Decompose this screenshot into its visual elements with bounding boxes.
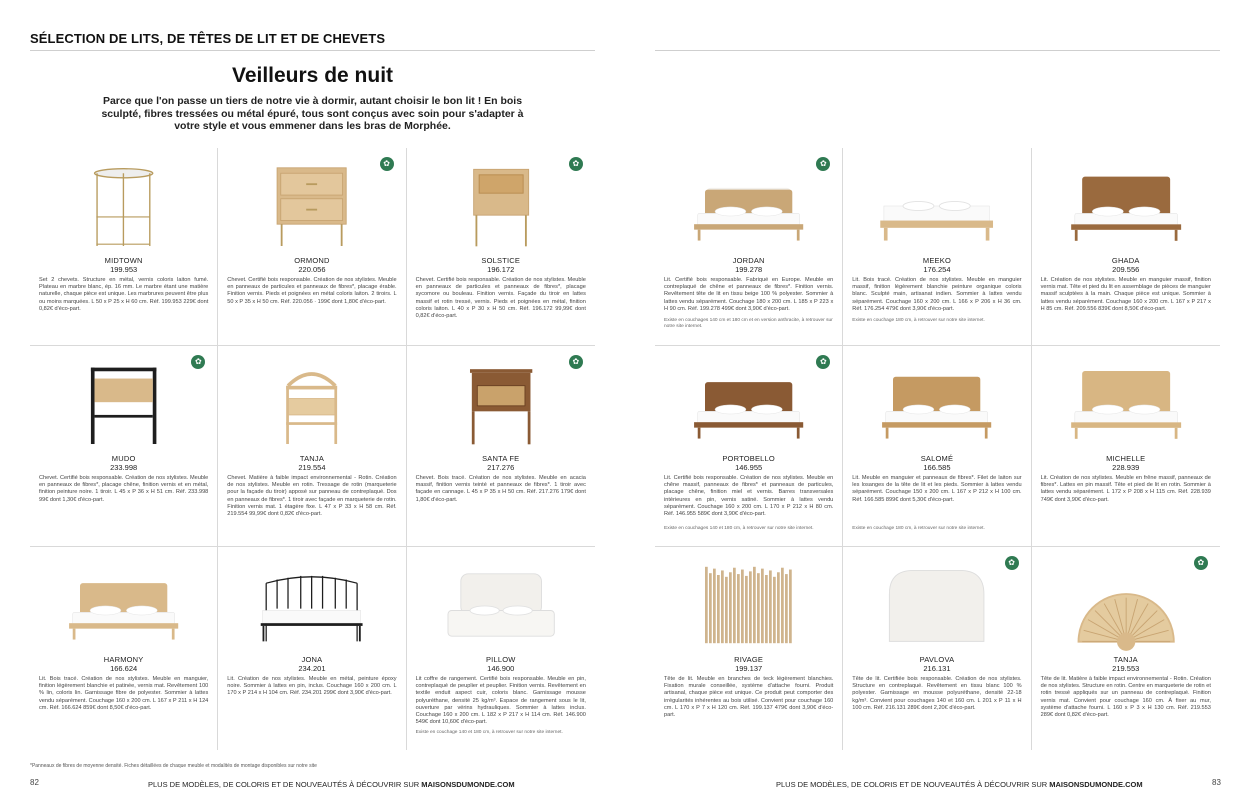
product-description: Lit. Certifié bois responsable. Création de nos stylistes. Meuble en chêne massif, panneaux de fibres* et panneaux de particules, placage chêne, finition miel et vernis. Barres transversales intérieures en pin, vernis satiné. Sommier à lattes vendu séparément. Couchage 160 x 200 cm. L 170 x P 212 x H 80 cm. Réf. 146.955 589€ dont 3,90€ d'éco-part. (664, 475, 834, 518)
page-number: 82 (30, 778, 39, 787)
product-card-ormond[interactable] (218, 148, 406, 346)
product-ref: 228.939 (1112, 463, 1140, 472)
product-image[interactable] (437, 160, 565, 252)
product-image[interactable] (1062, 559, 1190, 651)
product-card-michelle[interactable] (1032, 346, 1220, 547)
product-card-rivage[interactable] (655, 547, 843, 750)
leaf-badge-icon: ✿ (569, 355, 583, 369)
product-card-portobello[interactable] (655, 346, 843, 547)
product-description: Chevet. Matière à faible impact environnemental - Rotin. Création de nos stylistes. Meuble en rotin. Tressage de rotin (marqueterie pour la façade du tiroir) apposé sur panneau de contreplaqué. Dos en panneaux de fibres*. 1 tiroir avec façade en marqueterie de rotin. Finition vernis mat. 1 étagère fixe. L 47 x P 33 x H 58 cm. Réf. 219.554 99,99€ dont 0,82€ d'éco-part. (227, 475, 397, 518)
product-card-pavlova[interactable] (843, 547, 1031, 750)
product-name: SALOMÉ (920, 454, 954, 463)
product-card-jona[interactable] (218, 547, 406, 750)
product-ref: 234.201 (298, 664, 326, 673)
product-image[interactable] (437, 358, 565, 450)
product-description: Tête de lit. Matière à faible impact environnemental - Rotin. Création de nos stylistes. Structure en rotin. Centre en marqueterie de rotin et rotin tressé appliqués sur un panneau de contreplaqué. Finition vernis mat. Convient pour couchage 160 cm. À fixer au mur, système d'attache fourni. L 160 x P 3 x H 130 cm. Réf. 219.553 289€ dont 0,82€ d'éco-part. (1040, 676, 1211, 719)
product-description: Chevet. Certifié bois responsable. Création de nos stylistes. Meuble en panneaux de particules et panneaux de fibres*, placage sycomore ou bouleau. Finition vernis. Façade du tiroir en lattes massif et rotin tressé, vernis. Pieds et poignées en métal, finition coloris laiton. L 40 x P 30 x H 50 cm. Réf. 196.172 99,99€ dont 0,82€ d'éco-part. (415, 277, 586, 320)
leaf-badge-icon: ✿ (569, 157, 583, 171)
product-card-meeko[interactable] (843, 148, 1031, 346)
footnote: *Panneaux de fibres de moyenne densité. Fiches détaillées de chaque meuble et modalités de montage disponibles sur notre site (30, 763, 317, 769)
product-image[interactable] (873, 160, 1000, 252)
product-description: Lit. Meuble en manguier et panneaux de fibres*. Filet de laiton sur les losanges de la tête de lit et les pieds. Sommier à lattes vendu séparément. Couchage 150 x 200 cm. L 167 x P 212 x H 100 cm. Réf. 166.585 899€ dont 5,30€ d'éco-part. (852, 475, 1022, 503)
product-ref: 196.172 (487, 265, 515, 274)
product-ref: 219.553 (1112, 664, 1140, 673)
divider (655, 50, 1220, 51)
product-description: Lit coffre de rangement. Certifié bois responsable. Meuble en pin, contreplaqué de peuplier et peuplier. Finition vernis. Revêtement en textile enduit aspect cuir, coloris blanc. Garnissage mousse polyuréthane, densité 25 kg/m³. Espace de rangement sous le lit, ouverture par vérins hydrauliques. Sommier à lattes inclus. Couchage 160 x 200 cm. L 182 x P 217 x H 114 cm. Réf. 146.900 549€ dont 10,60€ d'éco-part. (415, 676, 586, 726)
intro-text: Parce que l'on passe un tiers de notre vie à dormir, autant choisir le bon lit ! En bois sculpté, fibres tressées ou métal épuré, tous sont conçus avec soin pour s'adapter à votre style et vous emmener dans les bras de Morphée. (101, 95, 524, 132)
product-image[interactable] (60, 358, 187, 450)
product-name: MIDTOWN (104, 256, 143, 265)
footer-text: PLUS DE MODÈLES, DE COLORIS ET DE NOUVEAUTÉS À DÉCOUVRIR SUR (148, 780, 420, 789)
leaf-badge-icon: ✿ (380, 157, 394, 171)
product-ref: 199.137 (735, 664, 763, 673)
product-name: SANTA FE (482, 454, 520, 463)
footer (776, 780, 1143, 789)
product-note: Existe en couchages 140 et 180 cm, à retrouver sur notre site internet. (664, 526, 814, 531)
product-description: Tête de lit. Certifiée bois responsable. Création de nos stylistes. Structure en contreplaqué. Revêtement en tissu blanc 100 % polyester. Garnissage en mousse polyuréthane, densité 22-18 kg/m³. Convient pour couchages 140 et 160 cm. L 201 x P 11 x H 100 cm. Réf. 216.131 289€ dont 2,20€ d'éco-part. (852, 676, 1022, 711)
product-image[interactable] (1062, 358, 1190, 450)
product-name: GHADA (1111, 256, 1140, 265)
product-description: Lit. Bois tracé. Création de nos stylistes. Meuble en manguier massif, finition légèrement blanchie peinture organique coloris blanc. Sculpté main, artisanat indien. Sommier à lattes vendu séparément. Couchage 160 x 200 cm. L 166 x P 206 x H 36 cm. Réf. 176.254 479€ dont 3,90€ d'éco-part. (852, 277, 1022, 312)
divider (30, 50, 595, 51)
product-description: Set 2 chevets. Structure en métal, vernis coloris laiton fumé. Plateau en marbre blanc, ép. 16 mm. Le marbre étant une matière naturelle, chaque pièce est unique. Les marbrures peuvent être plus ou moins marquées. L 50 x P 25 x H 60 cm. Réf. 199.953 229€ dont 0,82€ d'éco-part. (39, 277, 209, 312)
product-name: SOLSTICE (481, 256, 521, 265)
product-image[interactable] (685, 559, 812, 651)
product-image[interactable] (60, 160, 187, 252)
leaf-badge-icon: ✿ (1194, 556, 1208, 570)
product-description: Chevet. Certifié bois responsable. Création de nos stylistes. Meuble en panneaux de particules et panneaux de fibres*, placage érable. Finition vernis. Pieds et poignées en métal coloris laiton. 2 tiroirs. L 50 x P 35 x H 50 cm. Réf. 220.056 · 199€ dont 1,80€ d'éco-part. (227, 277, 397, 305)
product-name: PILLOW (485, 655, 516, 664)
product-name: JORDAN (732, 256, 765, 265)
leaf-badge-icon: ✿ (191, 355, 205, 369)
product-note: Existe en couchage 180 cm, à retrouver sur notre site internet. (852, 318, 985, 323)
product-name: PORTOBELLO (722, 454, 775, 463)
leaf-badge-icon: ✿ (816, 157, 830, 171)
product-image[interactable] (685, 358, 812, 450)
product-name: MEEKO (922, 256, 951, 265)
leaf-badge-icon: ✿ (816, 355, 830, 369)
product-description: Chevet. Bois tracé. Création de nos stylistes. Meuble en acacia massif, finition vernis teinté et panneaux de fibres*. 1 tiroir avec façade en cannage. L 45 x P 35 x H 50 cm. Réf. 217.276 179€ dont 1,80€ d'éco-part. (415, 475, 586, 503)
product-ref: 176.254 (923, 265, 951, 274)
product-description: Lit. Création de nos stylistes. Meuble en métal, peinture époxy noire. Sommier à lattes en pin, inclus. Couchage 160 x 200 cm. L 170 x P 214 x H 104 cm. Réf. 234.201 299€ dont 3,90€ d'éco-part. (227, 676, 397, 697)
product-image[interactable] (873, 559, 1000, 651)
product-name: HARMONY (103, 655, 144, 664)
product-card-solstice[interactable] (407, 148, 595, 346)
right-page (625, 0, 1250, 803)
product-card-santa-fe[interactable] (407, 346, 595, 547)
product-description: Lit. Création de nos stylistes. Meuble en frêne massif, panneaux de fibres*. Lattes en pin massif. Tête et pied de lit en rotin. Sommier à lattes vendu séparément. L 172 x P 208 x H 115 cm. Réf. 228.939 749€ dont 3,90€ d'éco-part. (1040, 475, 1211, 503)
product-ref: 217.276 (487, 463, 515, 472)
product-card-tanja[interactable] (1032, 547, 1220, 750)
product-name: PAVLOVA (919, 655, 955, 664)
page-number: 83 (1212, 778, 1221, 787)
product-card-ghada[interactable] (1032, 148, 1220, 346)
product-card-pillow[interactable] (407, 547, 595, 750)
product-image[interactable] (60, 559, 187, 651)
product-note: Existe en couchage 140 et 180 cm, à retrouver sur notre site internet. (415, 730, 563, 735)
product-name: TANJA (1113, 655, 1138, 664)
product-note: Existe en couchage 180 cm, à retrouver sur notre site internet. (852, 526, 985, 531)
footer-text: PLUS DE MODÈLES, DE COLORIS ET DE NOUVEAUTÉS À DÉCOUVRIR SUR (776, 780, 1048, 789)
product-note: Existe en couchages 140 cm et 180 cm et en version anthracite, à retrouver sur notre site internet. (664, 318, 833, 329)
footer-site-link[interactable]: MAISONSDUMONDE.COM (1049, 780, 1143, 789)
product-description: Lit. Certifié bois responsable. Fabriqué en Europe. Meuble en contreplaqué de chêne et panneaux de fibres*. Finition vernis. Revêtement tête de lit en tissu beige 100 % polyester. Sommier à lattes vendu séparément. Couchage 180 x 200 cm. L 185 x P 223 x H 90 cm. Réf. 199.278 499€ dont 3,90€ d'éco-part. (664, 277, 834, 312)
product-name: TANJA (299, 454, 325, 463)
product-image[interactable] (873, 358, 1000, 450)
product-description: Lit. Création de nos stylistes. Meuble en manguier massif, finition vernis mat. Tête et pied du lit en assemblage de pièces de manguier massif sculptées à la main. Chaque pièce est unique. Sommier à lattes vendu séparément. Couchage 160 x 200 cm. L 167 x P 217 x H 85 cm. Réf. 209.556 839€ dont 8,50€ d'éco-part. (1040, 277, 1211, 312)
product-image[interactable] (437, 559, 565, 651)
product-description: Chevet. Certifié bois responsable. Création de nos stylistes. Meuble en panneaux de fibres*, placage chêne, finition vernis et en métal, finition peinture noire. 1 tiroir. L 45 x P 36 x H 51 cm. Réf. 233.998 99€ dont 1,30€ d'éco-part. (39, 475, 209, 503)
product-ref: 220.056 (298, 265, 326, 274)
product-name: RIVAGE (734, 655, 764, 664)
product-description: Tête de lit. Meuble en branches de teck légèrement blanchies. Fixation murale conseillée, système d'attache fourni. Produit artisanal, chaque pièce est unique. Ce produit peut comporter des irrégularités inhérentes au bois utilisé. Convient pour couchage 160 cm. L 170 x P 7 x H 120 cm. Réf. 199.137 479€ dont 3,90€ d'éco-part. (664, 676, 834, 719)
product-ref: 233.998 (110, 463, 138, 472)
product-image[interactable] (248, 358, 375, 450)
product-image[interactable] (685, 160, 812, 252)
leaf-badge-icon: ✿ (1005, 556, 1019, 570)
product-description: Lit. Bois tracé. Création de nos stylistes. Meuble en manguier, finition légèrement blanchie et patinée, vernis mat. Revêtement 100 % lin, coloris lin. Garnissage fibre de polyester. Sommier à lattes vendu séparément. Couchage 160 x 200 cm. L 167 x P 211 x H 124 cm. Réf. 166.624 859€ dont 8,50€ d'éco-part. (39, 676, 209, 711)
product-name: MUDO (111, 454, 136, 463)
product-image[interactable] (248, 559, 375, 651)
product-name: MICHELLE (1106, 454, 1146, 463)
product-ref: 199.953 (110, 265, 138, 274)
product-card-midtown[interactable] (30, 148, 218, 346)
product-name: ORMOND (294, 256, 330, 265)
product-image[interactable] (248, 160, 375, 252)
product-ref: 209.556 (1112, 265, 1140, 274)
product-ref: 199.278 (735, 265, 763, 274)
product-card-salome[interactable] (843, 346, 1031, 547)
product-ref: 219.554 (298, 463, 326, 472)
product-card-harmony[interactable] (30, 547, 218, 750)
product-image[interactable] (1062, 160, 1190, 252)
product-card-mudo[interactable] (30, 346, 218, 547)
page-title: Veilleurs de nuit (231, 64, 394, 87)
product-ref: 146.900 (487, 664, 515, 673)
product-ref: 166.624 (110, 664, 138, 673)
product-name: JONA (301, 655, 323, 664)
product-card-tanja[interactable] (218, 346, 406, 547)
footer-site-link[interactable]: MAISONSDUMONDE.COM (421, 780, 515, 789)
product-ref: 166.585 (923, 463, 951, 472)
product-ref: 146.955 (735, 463, 763, 472)
product-card-jordan[interactable] (655, 148, 843, 346)
footer (148, 780, 515, 789)
product-ref: 216.131 (923, 664, 951, 673)
section-title: SÉLECTION DE LITS, DE TÊTES DE LIT ET DE CHEVETS (30, 31, 386, 46)
